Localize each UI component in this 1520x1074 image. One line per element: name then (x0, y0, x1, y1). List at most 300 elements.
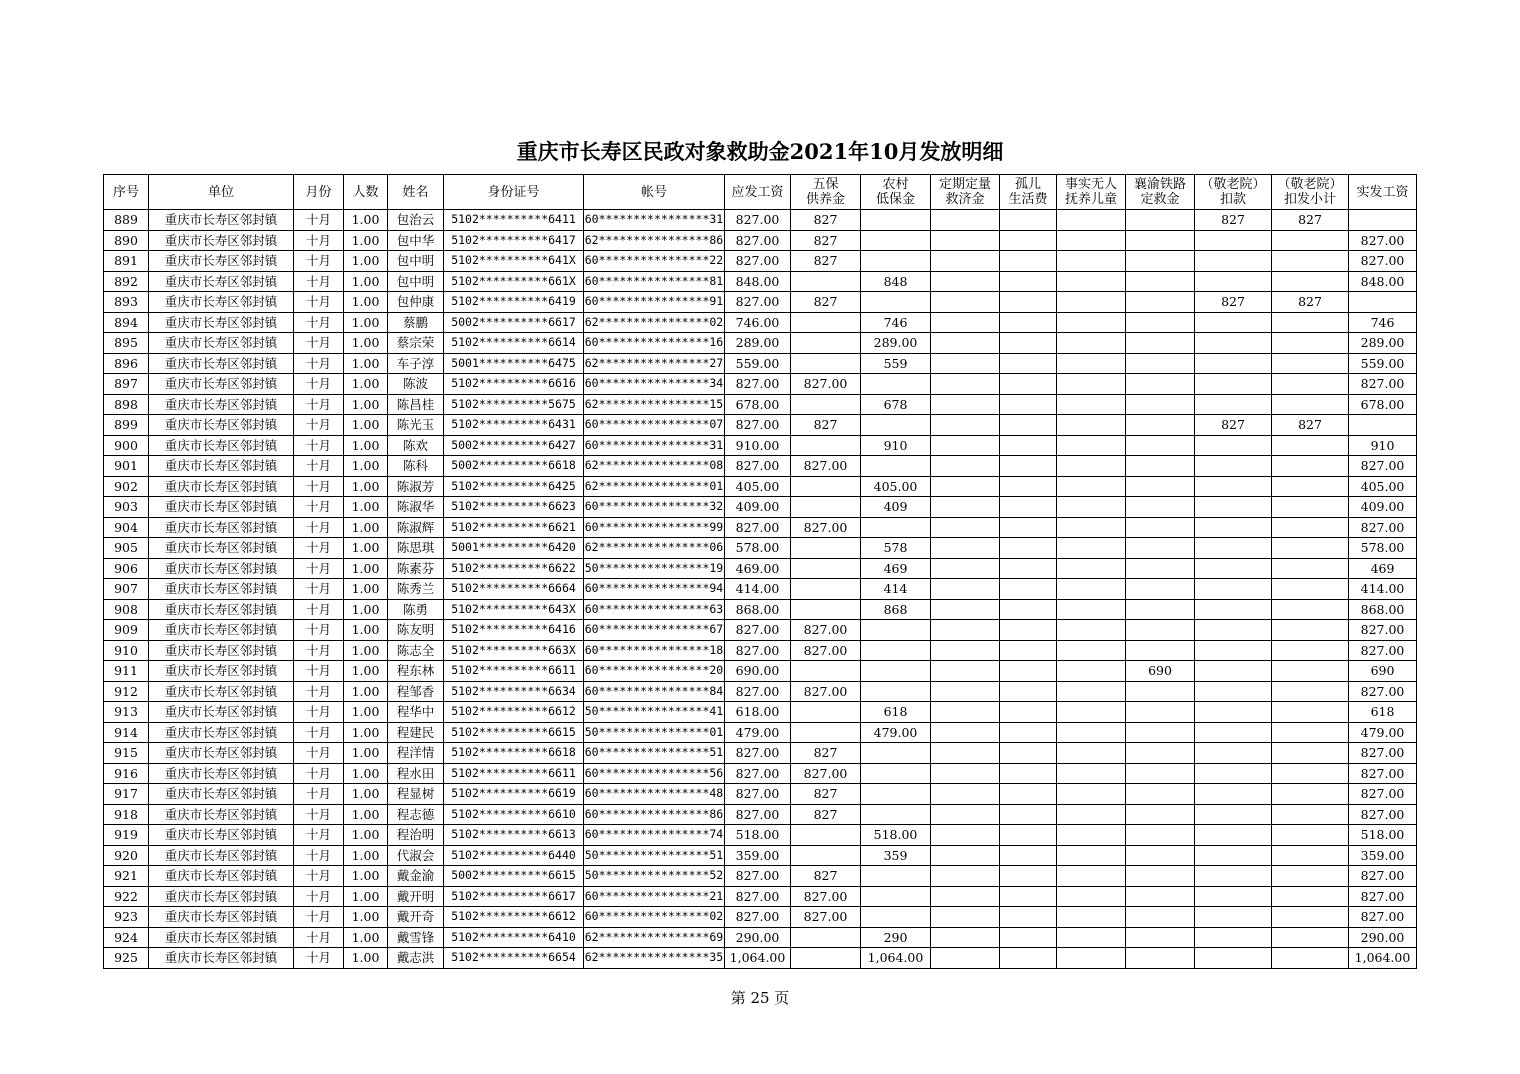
cell-seq: 900 (104, 435, 149, 456)
cell-dingqi (931, 886, 1000, 907)
cell-payable: 827.00 (725, 517, 791, 538)
cell-deduction-subtotal (1272, 435, 1349, 456)
cell-account: 62****************01 (584, 476, 725, 497)
cell-wubao: 827.00 (791, 907, 861, 928)
cell-month: 十月 (294, 722, 344, 743)
cell-count: 1.00 (344, 312, 388, 333)
cell-wubao: 827 (791, 804, 861, 825)
cell-dingqi (931, 476, 1000, 497)
cell-unit: 重庆市长寿区邻封镇 (149, 661, 294, 682)
cell-account: 60****************02 (584, 907, 725, 928)
header-col-id: 身份证号 (444, 175, 584, 210)
cell-deduction-subtotal (1272, 333, 1349, 354)
cell-xiangyu (1126, 702, 1195, 723)
cell-count: 1.00 (344, 886, 388, 907)
cell-unit: 重庆市长寿区邻封镇 (149, 292, 294, 313)
cell-deduction (1195, 353, 1272, 374)
cell-month: 十月 (294, 374, 344, 395)
cell-payable: 827.00 (725, 763, 791, 784)
cell-wubao (791, 435, 861, 456)
cell-deduction-subtotal (1272, 763, 1349, 784)
cell-payable: 827.00 (725, 292, 791, 313)
cell-dibao: 1,064.00 (861, 948, 931, 969)
cell-payable: 827.00 (725, 374, 791, 395)
cell-account: 62****************02 (584, 312, 725, 333)
table-row (104, 825, 1417, 846)
header-col-wubao: 五保 供养金 (791, 175, 861, 210)
cell-name: 陈昌桂 (388, 394, 444, 415)
cell-deduction (1195, 476, 1272, 497)
cell-orphan (1000, 784, 1057, 805)
cell-actual: 827.00 (1349, 620, 1417, 641)
cell-orphan (1000, 271, 1057, 292)
cell-actual: 1,064.00 (1349, 948, 1417, 969)
cell-unattended (1057, 230, 1126, 251)
cell-dibao (861, 620, 931, 641)
cell-count: 1.00 (344, 210, 388, 231)
cell-dibao (861, 374, 931, 395)
cell-actual: 827.00 (1349, 784, 1417, 805)
cell-name: 程建民 (388, 722, 444, 743)
cell-dibao: 289.00 (861, 333, 931, 354)
cell-dingqi (931, 374, 1000, 395)
cell-unattended (1057, 825, 1126, 846)
header-col-orphan: 孤儿 生活费 (1000, 175, 1057, 210)
cell-actual: 746 (1349, 312, 1417, 333)
cell-unattended (1057, 866, 1126, 887)
cell-seq: 897 (104, 374, 149, 395)
cell-unattended (1057, 517, 1126, 538)
cell-xiangyu (1126, 886, 1195, 907)
cell-account: 50****************52 (584, 866, 725, 887)
cell-deduction-subtotal (1272, 476, 1349, 497)
table-row (104, 907, 1417, 928)
cell-deduction-subtotal (1272, 538, 1349, 559)
cell-wubao (791, 353, 861, 374)
cell-actual: 469 (1349, 558, 1417, 579)
cell-xiangyu (1126, 374, 1195, 395)
table-row (104, 866, 1417, 887)
cell-payable: 1,064.00 (725, 948, 791, 969)
cell-actual (1349, 210, 1417, 231)
cell-xiangyu (1126, 825, 1195, 846)
cell-wubao: 827 (791, 251, 861, 272)
cell-name: 程志德 (388, 804, 444, 825)
cell-xiangyu (1126, 722, 1195, 743)
cell-seq: 912 (104, 681, 149, 702)
cell-account: 60****************07 (584, 415, 725, 436)
cell-name: 程治明 (388, 825, 444, 846)
cell-deduction (1195, 230, 1272, 251)
cell-xiangyu (1126, 804, 1195, 825)
cell-unit: 重庆市长寿区邻封镇 (149, 374, 294, 395)
cell-account: 60****************16 (584, 333, 725, 354)
cell-month: 十月 (294, 948, 344, 969)
table-row (104, 804, 1417, 825)
cell-payable: 359.00 (725, 845, 791, 866)
cell-id-number: 5102**********6634 (444, 681, 584, 702)
cell-orphan (1000, 230, 1057, 251)
cell-wubao: 827.00 (791, 620, 861, 641)
cell-id-number: 5102**********6617 (444, 886, 584, 907)
cell-seq: 892 (104, 271, 149, 292)
cell-payable: 469.00 (725, 558, 791, 579)
cell-wubao: 827.00 (791, 374, 861, 395)
cell-orphan (1000, 579, 1057, 600)
cell-dingqi (931, 538, 1000, 559)
header-col-month: 月份 (294, 175, 344, 210)
cell-actual: 359.00 (1349, 845, 1417, 866)
cell-id-number: 5102**********6616 (444, 374, 584, 395)
cell-orphan (1000, 435, 1057, 456)
cell-name: 包中明 (388, 251, 444, 272)
cell-unattended (1057, 743, 1126, 764)
cell-actual: 678.00 (1349, 394, 1417, 415)
cell-count: 1.00 (344, 292, 388, 313)
cell-month: 十月 (294, 394, 344, 415)
document-title: 重庆市长寿区民政对象救助金2021年10月发放明细 (516, 139, 1004, 164)
cell-dingqi (931, 784, 1000, 805)
cell-deduction-subtotal (1272, 312, 1349, 333)
header-col-xiangyu: 襄渝铁路 定救金 (1126, 175, 1195, 210)
cell-deduction (1195, 927, 1272, 948)
cell-payable: 518.00 (725, 825, 791, 846)
header-col-payable: 应发工资 (725, 175, 791, 210)
cell-payable: 848.00 (725, 271, 791, 292)
cell-name: 代淑会 (388, 845, 444, 866)
cell-unit: 重庆市长寿区邻封镇 (149, 599, 294, 620)
cell-deduction-subtotal (1272, 845, 1349, 866)
cell-dibao (861, 681, 931, 702)
cell-deduction (1195, 497, 1272, 518)
cell-account: 62****************06 (584, 538, 725, 559)
cell-month: 十月 (294, 681, 344, 702)
cell-unit: 重庆市长寿区邻封镇 (149, 210, 294, 231)
cell-id-number: 5002**********6427 (444, 435, 584, 456)
cell-xiangyu (1126, 435, 1195, 456)
cell-seq: 921 (104, 866, 149, 887)
cell-payable: 827.00 (725, 743, 791, 764)
cell-name: 程显树 (388, 784, 444, 805)
table-row (104, 517, 1417, 538)
cell-id-number: 5102**********643X (444, 599, 584, 620)
cell-unit: 重庆市长寿区邻封镇 (149, 866, 294, 887)
cell-name: 陈光玉 (388, 415, 444, 436)
cell-seq: 925 (104, 948, 149, 969)
cell-dingqi (931, 845, 1000, 866)
cell-wubao (791, 661, 861, 682)
cell-unit: 重庆市长寿区邻封镇 (149, 722, 294, 743)
cell-id-number: 5102**********6611 (444, 763, 584, 784)
table-row (104, 312, 1417, 333)
cell-actual: 827.00 (1349, 907, 1417, 928)
cell-dingqi (931, 927, 1000, 948)
cell-unattended (1057, 415, 1126, 436)
relief-payment-table (103, 174, 1417, 969)
cell-unit: 重庆市长寿区邻封镇 (149, 743, 294, 764)
cell-payable: 827.00 (725, 866, 791, 887)
cell-wubao (791, 538, 861, 559)
cell-dingqi (931, 517, 1000, 538)
cell-month: 十月 (294, 435, 344, 456)
cell-orphan (1000, 292, 1057, 313)
cell-dibao: 290 (861, 927, 931, 948)
cell-unattended (1057, 599, 1126, 620)
cell-account: 50****************19 (584, 558, 725, 579)
cell-count: 1.00 (344, 640, 388, 661)
cell-deduction (1195, 743, 1272, 764)
cell-count: 1.00 (344, 415, 388, 436)
cell-deduction (1195, 394, 1272, 415)
cell-payable: 827.00 (725, 907, 791, 928)
cell-count: 1.00 (344, 497, 388, 518)
cell-account: 60****************51 (584, 743, 725, 764)
cell-deduction-subtotal (1272, 907, 1349, 928)
cell-xiangyu (1126, 292, 1195, 313)
cell-wubao (791, 702, 861, 723)
cell-xiangyu (1126, 784, 1195, 805)
cell-seq: 923 (104, 907, 149, 928)
cell-month: 十月 (294, 784, 344, 805)
cell-payable: 827.00 (725, 620, 791, 641)
cell-payable: 827.00 (725, 456, 791, 477)
cell-wubao (791, 722, 861, 743)
cell-actual: 414.00 (1349, 579, 1417, 600)
cell-id-number: 5102**********6623 (444, 497, 584, 518)
cell-name: 陈淑芳 (388, 476, 444, 497)
cell-actual: 827.00 (1349, 517, 1417, 538)
cell-deduction-subtotal (1272, 722, 1349, 743)
cell-deduction (1195, 784, 1272, 805)
header-col-unattended: 事实无人 抚养儿童 (1057, 175, 1126, 210)
cell-deduction (1195, 517, 1272, 538)
cell-count: 1.00 (344, 722, 388, 743)
cell-actual: 827.00 (1349, 763, 1417, 784)
cell-payable: 479.00 (725, 722, 791, 743)
cell-unit: 重庆市长寿区邻封镇 (149, 476, 294, 497)
cell-month: 十月 (294, 497, 344, 518)
cell-actual: 518.00 (1349, 825, 1417, 846)
cell-account: 60****************86 (584, 804, 725, 825)
cell-name: 陈勇 (388, 599, 444, 620)
cell-unit: 重庆市长寿区邻封镇 (149, 497, 294, 518)
cell-unit: 重庆市长寿区邻封镇 (149, 271, 294, 292)
cell-payable: 289.00 (725, 333, 791, 354)
cell-xiangyu (1126, 558, 1195, 579)
cell-deduction-subtotal (1272, 456, 1349, 477)
cell-xiangyu (1126, 866, 1195, 887)
cell-wubao: 827.00 (791, 886, 861, 907)
table-row (104, 435, 1417, 456)
cell-count: 1.00 (344, 394, 388, 415)
cell-account: 62****************86 (584, 230, 725, 251)
cell-orphan (1000, 497, 1057, 518)
cell-month: 十月 (294, 661, 344, 682)
cell-dingqi (931, 230, 1000, 251)
cell-orphan (1000, 251, 1057, 272)
cell-count: 1.00 (344, 456, 388, 477)
cell-unit: 重庆市长寿区邻封镇 (149, 353, 294, 374)
cell-dingqi (931, 661, 1000, 682)
header-col-actual: 实发工资 (1349, 175, 1417, 210)
cell-seq: 896 (104, 353, 149, 374)
cell-unattended (1057, 948, 1126, 969)
cell-deduction-subtotal (1272, 394, 1349, 415)
cell-payable: 414.00 (725, 579, 791, 600)
cell-name: 程华中 (388, 702, 444, 723)
table-body (104, 210, 1417, 969)
cell-payable: 559.00 (725, 353, 791, 374)
table-row (104, 640, 1417, 661)
cell-id-number: 5102**********6622 (444, 558, 584, 579)
cell-dingqi (931, 251, 1000, 272)
cell-id-number: 5102**********641X (444, 251, 584, 272)
table-row (104, 763, 1417, 784)
table-row (104, 845, 1417, 866)
cell-orphan (1000, 333, 1057, 354)
cell-account: 60****************91 (584, 292, 725, 313)
cell-id-number: 5102**********6618 (444, 743, 584, 764)
cell-payable: 827.00 (725, 415, 791, 436)
cell-unattended (1057, 292, 1126, 313)
table-header (104, 175, 1417, 210)
cell-dingqi (931, 763, 1000, 784)
cell-count: 1.00 (344, 333, 388, 354)
cell-account: 62****************15 (584, 394, 725, 415)
cell-dibao (861, 886, 931, 907)
cell-wubao (791, 579, 861, 600)
cell-month: 十月 (294, 456, 344, 477)
cell-count: 1.00 (344, 702, 388, 723)
cell-account: 60****************63 (584, 599, 725, 620)
cell-xiangyu (1126, 497, 1195, 518)
cell-wubao (791, 558, 861, 579)
cell-month: 十月 (294, 927, 344, 948)
cell-count: 1.00 (344, 948, 388, 969)
table-row (104, 538, 1417, 559)
cell-account: 60****************18 (584, 640, 725, 661)
cell-account: 50****************41 (584, 702, 725, 723)
table-row (104, 661, 1417, 682)
cell-count: 1.00 (344, 763, 388, 784)
cell-name: 包中明 (388, 271, 444, 292)
cell-id-number: 5102**********6610 (444, 804, 584, 825)
cell-month: 十月 (294, 517, 344, 538)
cell-id-number: 5002**********6617 (444, 312, 584, 333)
cell-dingqi (931, 292, 1000, 313)
cell-deduction-subtotal: 827 (1272, 415, 1349, 436)
cell-seq: 891 (104, 251, 149, 272)
cell-count: 1.00 (344, 251, 388, 272)
cell-seq: 913 (104, 702, 149, 723)
cell-xiangyu (1126, 333, 1195, 354)
cell-account: 62****************08 (584, 456, 725, 477)
cell-deduction-subtotal (1272, 640, 1349, 661)
cell-seq: 917 (104, 784, 149, 805)
cell-payable: 827.00 (725, 784, 791, 805)
cell-dingqi (931, 948, 1000, 969)
cell-account: 60****************48 (584, 784, 725, 805)
cell-deduction (1195, 681, 1272, 702)
cell-unit: 重庆市长寿区邻封镇 (149, 907, 294, 928)
cell-orphan (1000, 394, 1057, 415)
cell-wubao: 827 (791, 415, 861, 436)
cell-xiangyu (1126, 620, 1195, 641)
cell-month: 十月 (294, 743, 344, 764)
cell-dibao: 405.00 (861, 476, 931, 497)
cell-id-number: 5102**********6621 (444, 517, 584, 538)
cell-unit: 重庆市长寿区邻封镇 (149, 230, 294, 251)
cell-unit: 重庆市长寿区邻封镇 (149, 538, 294, 559)
cell-id-number: 5001**********6475 (444, 353, 584, 374)
cell-account: 62****************69 (584, 927, 725, 948)
cell-dibao: 559 (861, 353, 931, 374)
cell-name: 程东林 (388, 661, 444, 682)
table-row (104, 558, 1417, 579)
cell-actual: 559.00 (1349, 353, 1417, 374)
cell-xiangyu (1126, 763, 1195, 784)
cell-dibao: 618 (861, 702, 931, 723)
cell-month: 十月 (294, 579, 344, 600)
cell-seq: 889 (104, 210, 149, 231)
header-row (104, 175, 1417, 210)
header-col-deduction-subtotal: （敬老院） 扣发小计 (1272, 175, 1349, 210)
cell-xiangyu (1126, 599, 1195, 620)
cell-wubao: 827 (791, 210, 861, 231)
cell-dibao: 469 (861, 558, 931, 579)
cell-name: 蔡鹏 (388, 312, 444, 333)
cell-unattended (1057, 907, 1126, 928)
cell-id-number: 5102**********6411 (444, 210, 584, 231)
cell-seq: 911 (104, 661, 149, 682)
cell-name: 陈波 (388, 374, 444, 395)
cell-actual (1349, 415, 1417, 436)
cell-dibao: 479.00 (861, 722, 931, 743)
cell-xiangyu (1126, 210, 1195, 231)
cell-deduction (1195, 271, 1272, 292)
cell-count: 1.00 (344, 599, 388, 620)
cell-count: 1.00 (344, 866, 388, 887)
cell-xiangyu (1126, 640, 1195, 661)
cell-deduction (1195, 702, 1272, 723)
cell-orphan (1000, 415, 1057, 436)
cell-payable: 578.00 (725, 538, 791, 559)
cell-wubao (791, 948, 861, 969)
cell-unattended (1057, 251, 1126, 272)
cell-account: 60****************81 (584, 271, 725, 292)
cell-orphan (1000, 763, 1057, 784)
cell-account: 60****************31 (584, 210, 725, 231)
cell-name: 戴雪锋 (388, 927, 444, 948)
cell-actual: 289.00 (1349, 333, 1417, 354)
cell-wubao: 827 (791, 230, 861, 251)
cell-payable: 827.00 (725, 804, 791, 825)
header-col-dingqi: 定期定量 救济金 (931, 175, 1000, 210)
cell-unattended (1057, 353, 1126, 374)
cell-deduction-subtotal (1272, 251, 1349, 272)
cell-unattended (1057, 784, 1126, 805)
cell-wubao: 827 (791, 743, 861, 764)
cell-seq: 890 (104, 230, 149, 251)
cell-payable: 827.00 (725, 230, 791, 251)
cell-unattended (1057, 722, 1126, 743)
cell-unit: 重庆市长寿区邻封镇 (149, 415, 294, 436)
header-col-count: 人数 (344, 175, 388, 210)
cell-deduction-subtotal (1272, 702, 1349, 723)
cell-count: 1.00 (344, 230, 388, 251)
header-col-seq: 序号 (104, 175, 149, 210)
cell-id-number: 5102**********6611 (444, 661, 584, 682)
